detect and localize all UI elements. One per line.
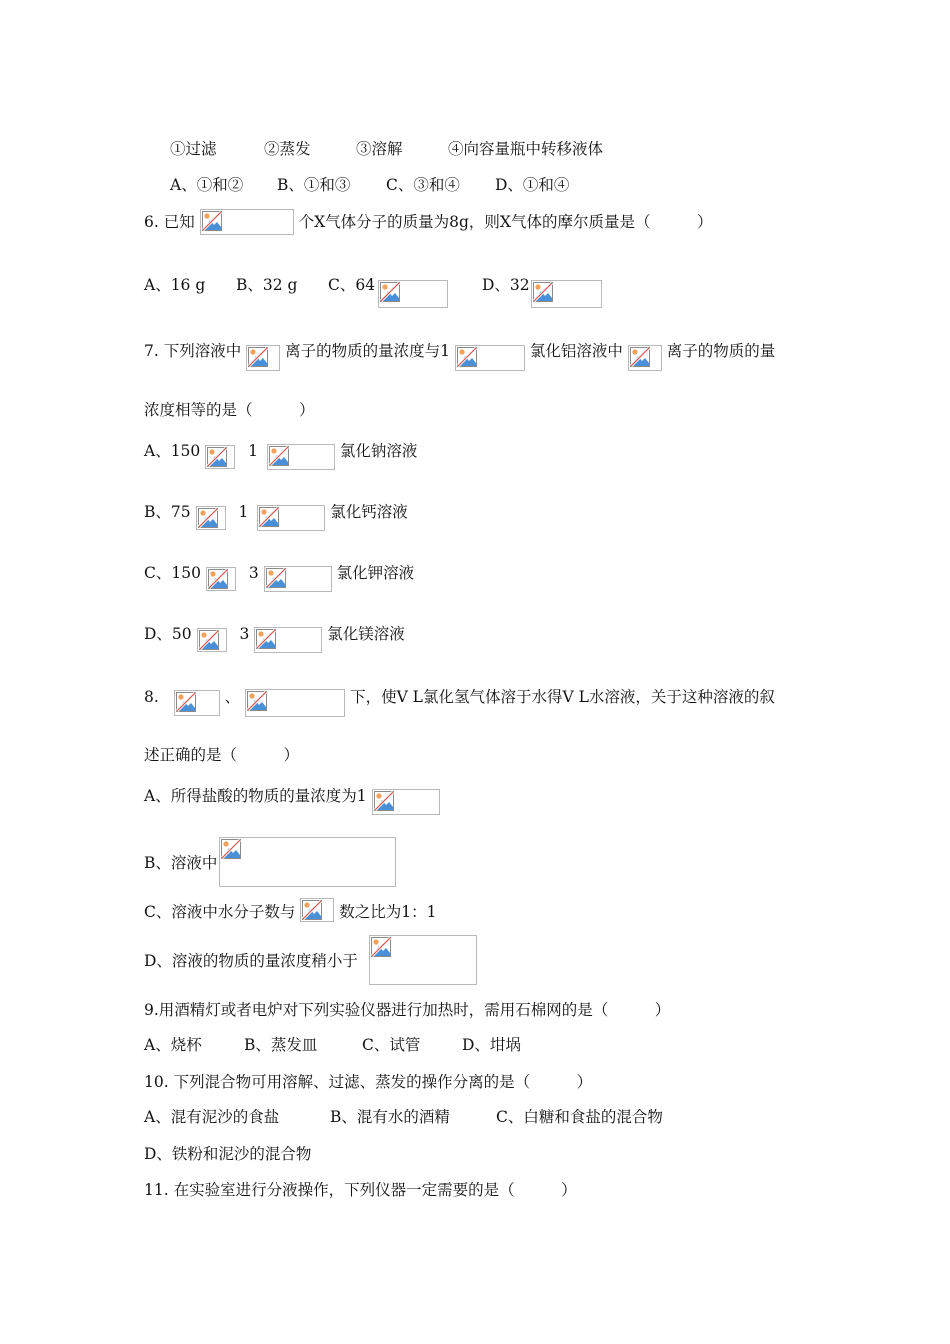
q7a-text-3: 氯化钠溶液	[339, 442, 418, 460]
q10-choice-d: D、铁粉和泥沙的混合物	[144, 1145, 312, 1163]
broken-image-icon	[267, 444, 335, 470]
broken-image-icon	[206, 567, 236, 591]
broken-image-icon	[455, 345, 525, 371]
q7-text-5: 浓度相等的是（ ）	[144, 401, 315, 419]
q8-choice-c	[144, 898, 436, 924]
broken-image-icon	[246, 345, 280, 371]
item-dissolve: ③溶解	[356, 140, 403, 158]
question-9	[144, 996, 670, 1022]
q7a-text-2: 1	[248, 442, 259, 460]
item-transfer: ④向容量瓶中转移液体	[448, 140, 604, 158]
q7-text-4: 离子的物质的量	[666, 342, 776, 360]
q7-choice-a	[144, 432, 417, 458]
question-6	[144, 208, 712, 234]
broken-image-icon	[628, 345, 662, 371]
broken-image-icon	[378, 280, 448, 308]
q8-text-4: 述正确的是（ ）	[144, 746, 300, 764]
q6-choice-c: C、64	[328, 276, 376, 294]
broken-image-icon	[245, 689, 345, 717]
q8a-text: A、所得盐酸的物质的量浓度为1	[144, 787, 367, 805]
q8-text-2: 、	[224, 688, 241, 706]
q6-text-2: 个X气体分子的质量为8g，则X气体的摩尔质量是（ ）	[298, 213, 713, 231]
question-10	[144, 1068, 592, 1094]
item-filter: ①过滤	[170, 140, 217, 158]
broken-image-icon	[257, 505, 325, 531]
q7-text-1: 7. 下列溶液中	[144, 342, 242, 360]
q8c-text-1: C、溶液中水分子数与	[144, 903, 296, 921]
q8-choice-b	[144, 849, 217, 875]
q7c-text-2: 3	[248, 564, 259, 582]
q9-text: 9.用酒精灯或者电炉对下列实验仪器进行加热时，需用石棉网的是（ ）	[144, 1001, 671, 1019]
broken-image-icon	[369, 935, 477, 985]
q9-choice-c: C、试管	[362, 1036, 421, 1054]
q6-choice-b: B、32 g	[236, 276, 298, 294]
q7d-text-2: 3	[239, 625, 250, 643]
broken-image-icon	[300, 898, 334, 922]
q8d-text: D、溶液的物质的量浓度稍小于	[144, 952, 358, 970]
q8-text-1: 8.	[144, 688, 159, 706]
choice-c: C、③和④	[386, 176, 460, 194]
q7d-text-3: 氯化镁溶液	[327, 625, 405, 643]
q8c-text-2: 数之比为1：1	[339, 903, 437, 921]
q7-choice-b	[144, 493, 408, 519]
broken-image-icon	[205, 445, 235, 469]
q7-choice-c	[144, 554, 414, 580]
q11-text: 11. 在实验室进行分液操作，下列仪器一定需要的是（ ）	[144, 1181, 577, 1199]
q7a-text-1: A、150	[144, 442, 201, 460]
broken-image-icon	[254, 627, 322, 653]
q8-choice-d	[144, 947, 358, 973]
q7-text-3: 氯化铝溶液中	[529, 342, 623, 360]
q8-continuation	[144, 741, 299, 767]
q10-option-d-line	[144, 1140, 311, 1166]
q7c-text-3: 氯化钾溶液	[336, 564, 415, 582]
q7-choice-d	[144, 615, 405, 641]
q9-choice-b: B、蒸发皿	[244, 1036, 318, 1054]
question-11	[144, 1176, 577, 1202]
q7b-text-2: 1	[238, 503, 249, 521]
q8-choice-a	[144, 777, 440, 803]
broken-image-icon	[196, 506, 226, 530]
q7b-text-1: B、75	[144, 503, 191, 521]
choice-d: D、①和④	[495, 176, 570, 194]
q10-choice-c: C、白糖和食盐的混合物	[496, 1108, 663, 1126]
broken-image-icon	[219, 837, 396, 887]
question-7	[144, 331, 776, 360]
q8b-text: B、溶液中	[144, 854, 218, 872]
broken-image-icon	[197, 628, 227, 652]
q10-text: 10. 下列混合物可用溶解、过滤、蒸发的操作分离的是（ ）	[144, 1073, 593, 1091]
q6-text-1: 6. 已知	[144, 213, 195, 231]
choice-b: B、①和③	[277, 176, 351, 194]
q7c-text-1: C、150	[144, 564, 201, 582]
q10-choice-a: A、混有泥沙的食盐	[144, 1108, 280, 1126]
item-evaporate: ②蒸发	[264, 140, 311, 158]
q7-text-2: 离子的物质的量浓度与1	[285, 342, 450, 360]
q7b-text-3: 氯化钙溶液	[330, 503, 408, 521]
broken-image-icon	[264, 566, 332, 592]
q10-choice-b: B、混有水的酒精	[330, 1108, 450, 1126]
q9-choice-a: A、烧杯	[144, 1036, 202, 1054]
q6-choice-d: D、32	[482, 276, 530, 294]
question-8	[144, 677, 775, 706]
q7-continuation	[144, 396, 315, 422]
broken-image-icon	[200, 209, 294, 235]
q6-choice-a: A、16 g	[144, 276, 206, 294]
broken-image-icon	[531, 280, 602, 308]
q9-choice-d: D、坩埚	[462, 1036, 521, 1054]
q7d-text-1: D、50	[144, 625, 192, 643]
broken-image-icon	[372, 789, 440, 815]
q8-text-3: 下，使V L氯化氢气体溶于水得V L水溶液，关于这种溶液的叙	[350, 688, 775, 706]
choice-a: A、①和②	[170, 176, 244, 194]
broken-image-icon	[174, 690, 220, 716]
